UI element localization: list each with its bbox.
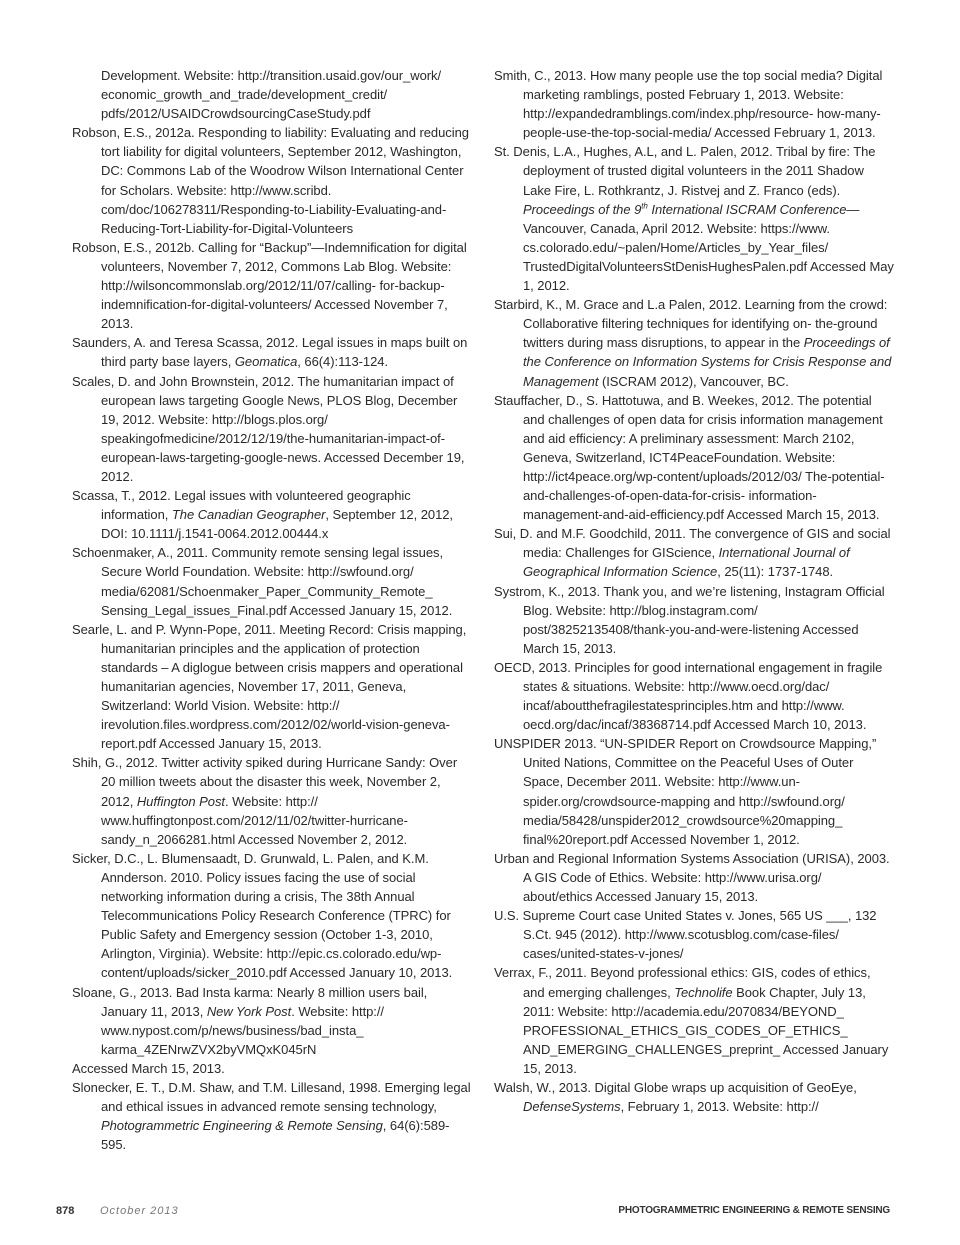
reference-entry	[494, 391, 894, 525]
reference-text: , September 12, 2012, DOI: 10.1111/j.1541-0064.2012.00444.x	[101, 507, 453, 542]
reference-text: Verrax, F., 2011. Beyond professional ethics: GIS, codes of ethics, and emerging challenges,	[494, 965, 871, 1000]
reference-text: Starbird, K., M. Grace and L.a Palen, 2012. Learning from the crowd: Collaborative filtering techniques for identifying on- the-ground twitters during mass disruptions, to appear in the	[494, 297, 888, 351]
reference-text: Scassa, T., 2012. Legal issues with volunteered geographic information,	[72, 488, 411, 523]
reference-entry	[72, 333, 472, 371]
reference-text: Photogrammetric Engineering & Remote Sensing	[101, 1118, 383, 1134]
reference-entry	[72, 372, 472, 487]
reference-entry	[494, 963, 894, 1078]
reference-text: Robson, E.S., 2012a. Responding to liability: Evaluating and reducing tort liability for digital volunteers, September 2012, Washington, DC: Commons Lab of the Woodrow Wilson International Center for Scholars. Website: http://www.scribd. com/doc/106278311/Responding-to-Liability-Evaluating-and- Reducing-Tort-Liability-for-Digital-Volunteers	[72, 125, 469, 236]
reference-text: , 66(4):113-124.	[297, 354, 389, 370]
reference-text: Book Chapter, July 13, 2011: Website: http://academia.edu/2070834/BEYOND_ PROFESSIONAL_ETHICS_GIS_CODES_OF_ETHICS_ AND_EMERGING_CHALLENGES_preprint_ Accessed January 15, 2013.	[523, 984, 889, 1076]
reference-text: Technolife	[674, 984, 733, 1000]
reference-text: , 64(6):589-595.	[101, 1118, 450, 1153]
page-footer	[0, 1205, 960, 1221]
reference-entry	[494, 658, 894, 734]
reference-entry	[494, 295, 894, 390]
reference-text: Scales, D. and John Brownstein, 2012. The humanitarian impact of european laws targeting Google News, PLOS Blog, December 19, 2012. Website: http://blogs.plos.org/ speakingofmedicine/2012/12/19/the-humanitarian-impact-of- european-laws-targeting-google-news. Accessed December 19, 2012.	[72, 373, 465, 484]
reference-entry	[494, 66, 894, 142]
reference-text: Smith, C., 2013. How many people use the top social media? Digital marketing ramblings, posted February 1, 2013. Website: http://expandedramblings.com/index.php/resource- how-many-people-use-the-top-social-media/ Accessed February 1, 2013.	[494, 68, 883, 141]
reference-entry	[72, 66, 472, 123]
reference-text: (ISCRAM 2012), Vancouver, BC.	[598, 373, 789, 389]
reference-entry	[494, 142, 894, 295]
reference-text: International ISCRAM Conference—	[647, 201, 860, 217]
reference-entry	[494, 524, 894, 581]
reference-text: Proceedings of the 9	[523, 201, 642, 217]
reference-text: , 25(11): 1737-1748.	[717, 564, 834, 580]
page-number: 878	[56, 1205, 75, 1217]
reference-text: Vancouver, Canada, April 2012. Website: https://www. cs.colorado.edu/~palen/Home/Articles_by_Year_files/ TrustedDigitalVolunteersStDenisHughesPalen.pdf Accessed May 1, 2012.	[523, 220, 894, 294]
reference-entry	[72, 238, 472, 333]
reference-text: Searle, L. and P. Wynn-Pope, 2011. Meeting Record: Crisis mapping, humanitarian principles and the application of protection standards – A diglogue between crisis mappers and operational humanitarian agencies, November 17, 2011, Geneva, Switzerland: World Vision. Website: http:// irevolution.files.wordpress.com/2012/02/world-vision-geneva- report.pdf Accessed January 15, 2013.	[72, 621, 467, 752]
reference-text: U.S. Supreme Court case United States v. Jones, 565 US ___, 132 S.Ct. 945 (2012). http://www.scotusblog.com/case-files/ cases/united-states-v-jones/	[494, 908, 877, 962]
reference-entry	[72, 1078, 472, 1154]
journal-name: PHOTOGRAMMETRIC ENGINEERING & REMOTE SENSING	[618, 1205, 890, 1216]
reference-text: OECD, 2013. Principles for good international engagement in fragile states & situations. Website: http://www.oecd.org/dac/ incaf/aboutthefragilestatesprinciples.htm and http://www. oecd.org/dac/incaf/38368714.pdf Accessed March 10, 2013.	[494, 659, 883, 733]
issue-date: October 2013	[100, 1205, 179, 1217]
reference-text: Geomatica	[234, 354, 298, 370]
reference-text: New York Post	[206, 1003, 292, 1019]
reference-entry	[72, 983, 472, 1059]
reference-text: Accessed March 15, 2013.	[72, 1060, 225, 1076]
reference-entry	[72, 486, 472, 543]
references-left-column	[72, 66, 472, 1154]
reference-entry	[494, 582, 894, 658]
reference-text: Sicker, D.C., L. Blumensaadt, D. Grunwald, L. Palen, and K.M. Annderson. 2010. Policy issues facing the use of social networking information during a crisis, The 38th Annual Telecommunications Policy Research Conference (TPRC) for Public Safety and Emergency session (October 1-3, 2010, Arlington, Virginia). Website: http://epic.cs.colorado.edu/wp- content/uploads/sicker_2010.pdf Accessed January 10, 2013.	[72, 850, 453, 981]
reference-text: th	[641, 201, 648, 211]
reference-text: Urban and Regional Information Systems Association (URISA), 2003. A GIS Code of Ethics. Website: http://www.urisa.org/ about/ethics Accessed January 15, 2013.	[494, 850, 890, 905]
reference-entry	[72, 543, 472, 619]
reference-text: Sloane, G., 2013. Bad Insta karma: Nearly 8 million users bail, January 11, 2013,	[72, 984, 428, 1019]
reference-text: The Canadian Geographer	[171, 507, 326, 523]
reference-text: Shih, G., 2012. Twitter activity spiked during Hurricane Sandy: Over 20 million tweets about the disaster this week, November 2, 2012,	[72, 755, 458, 809]
reference-text: St. Denis, L.A., Hughes, A.L, and L. Palen, 2012. Tribal by fire: The deployment of trusted digital volunteers in the 2011 Shadow Lake Fire, L. Rothkrantz, J. Ristvej and Z. Franco (eds).	[494, 144, 876, 198]
reference-text: DefenseSystems	[523, 1099, 621, 1115]
reference-entry	[72, 1059, 472, 1078]
reference-text: Development. Website: http://transition.usaid.gov/our_work/ economic_growth_and_trade/development_credit/ pdfs/2012/USAIDCrowdsourcingCaseStudy.pdf	[101, 68, 442, 122]
reference-text: Saunders, A. and Teresa Scassa, 2012. Legal issues in maps built on third party base layers,	[72, 335, 468, 370]
reference-text: Systrom, K., 2013. Thank you, and we’re listening, Instagram Official Blog. Website: http://blog.instagram.com/ post/38252135408/thank-you-and-were-listening Accessed March 15, 2013.	[494, 583, 885, 656]
reference-text: Schoenmaker, A., 2011. Community remote sensing legal issues, Secure World Foundation. Website: http://swfound.org/ media/62081/Schoenmaker_Paper_Community_Remote_ Sensing_Legal_issues_Final.pdf Accessed January 15, 2012.	[72, 545, 453, 618]
reference-text: Huffington Post	[136, 793, 225, 809]
reference-entry	[494, 1078, 894, 1116]
reference-entry	[494, 849, 894, 906]
reference-text: , February 1, 2013. Website: http://	[620, 1099, 819, 1115]
reference-text: UNSPIDER 2013. “UN-SPIDER Report on Crowdsource Mapping,” United Nations, Committee on the Peaceful Uses of Outer Space, December 2011. Website: http://www.un- spider.org/crowdsource-mapping and http://swfound.org/ media/58428/unspider2012_crowdsource%20mapping_ final%20report.pdf Accessed November 1, 2012.	[494, 736, 877, 847]
reference-text: . Website: http:// www.huffingtonpost.com/2012/11/02/twitter-hurricane- sandy_n_2066281.html Accessed November 2, 2012.	[101, 793, 408, 847]
reference-text: International Journal of Geographical Information Science	[523, 545, 850, 580]
reference-entry	[72, 123, 472, 238]
reference-text: . Website: http:// www.nypost.com/p/news/business/bad_insta_ karma_4ZENrwZVX2byVMQxK045rN	[101, 1003, 384, 1057]
reference-entry	[72, 753, 472, 848]
reference-text: Robson, E.S., 2012b. Calling for “Backup”—Indemnification for digital volunteers, November 7, 2012, Commons Lab Blog. Website: http://wilsoncommonslab.org/2012/11/07/calling- for-backup-indemnification-for-digital-volunteers/ Accessed November 7, 2013.	[72, 239, 467, 332]
reference-entry	[72, 620, 472, 754]
reference-entry	[494, 734, 894, 849]
reference-entry	[494, 906, 894, 963]
reference-text: Proceedings of the Conference on Information Systems for Crisis Response and Management	[523, 335, 892, 389]
reference-text: Stauffacher, D., S. Hattotuwa, and B. Weekes, 2012. The potential and challenges of open data for crisis information management and aid efficiency: A preliminary assessment: March 2102, Geneva, Switzerland, ICT4PeaceFoundation. Website: http://ict4peace.org/wp-content/uploads/2012/03/ The-potential-and-challenges-of-open-data-for-crisis- information-management-and-aid-efficiency.pdf Accessed March 15, 2013.	[494, 392, 885, 523]
references-right-column	[494, 66, 894, 1116]
reference-text: Walsh, W., 2013. Digital Globe wraps up acquisition of GeoEye,	[494, 1079, 857, 1095]
reference-text: Slonecker, E. T., D.M. Shaw, and T.M. Lillesand, 1998. Emerging legal and ethical issues in advanced remote sensing technology,	[72, 1079, 471, 1115]
reference-text: Sui, D. and M.F. Goodchild, 2011. The convergence of GIS and social media: Challenges for GIScience,	[494, 526, 891, 561]
reference-entry	[72, 849, 472, 983]
